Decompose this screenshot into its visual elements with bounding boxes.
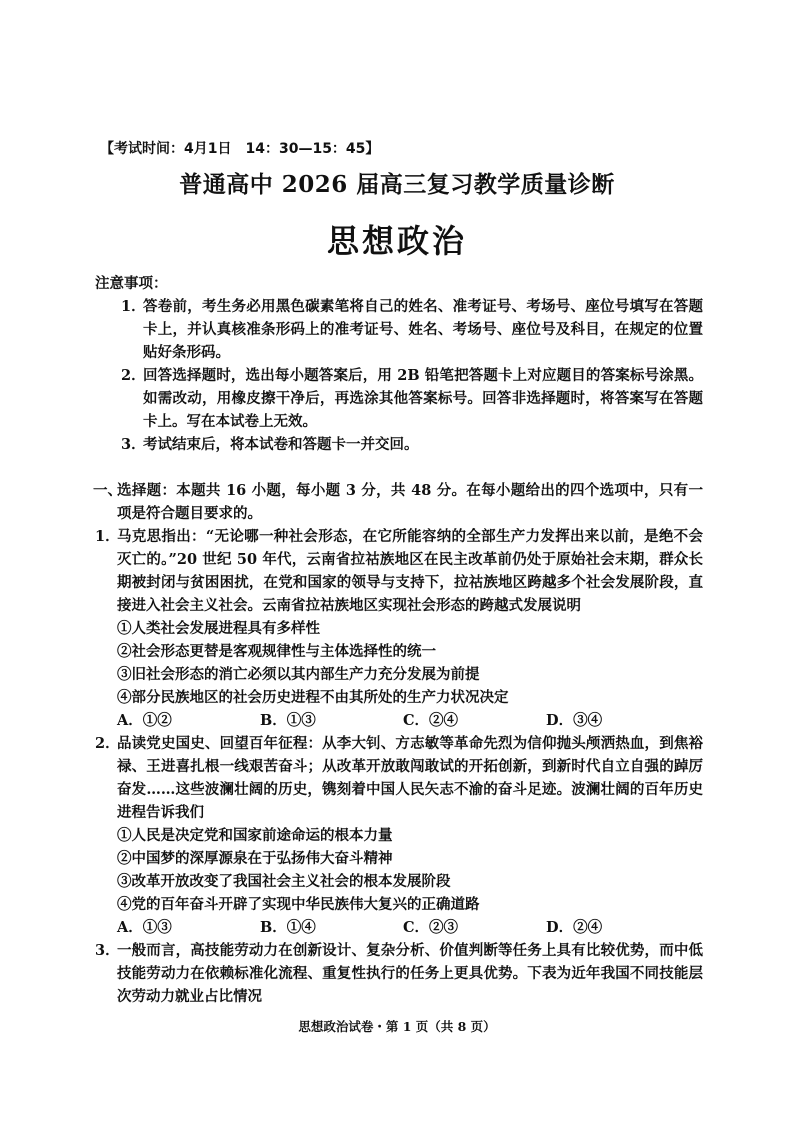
choice-d: D．②④: [546, 919, 603, 936]
statement-option: ④党的百年奋斗开辟了实现中华民族伟大复兴的正确道路: [117, 896, 480, 913]
notice-number: 1．: [121, 298, 146, 315]
question-2: [95, 732, 703, 939]
main-title: 普通高中 2026 届高三复习教学质量诊断: [179, 171, 615, 198]
notice-item: [95, 364, 703, 433]
statement-option: ②中国梦的深厚源泉在于弘扬伟大奋斗精神: [117, 850, 393, 867]
statement-option: ①人类社会发展进程具有多样性: [117, 620, 320, 637]
notice-number: 2．: [121, 367, 146, 384]
choice-b: B．①④: [260, 919, 316, 936]
statement-option: ③改革开放改变了我国社会主义社会的根本发展阶段: [117, 873, 451, 890]
notice-item: [95, 295, 703, 364]
notice-text: 考试结束后，将本试卷和答题卡一并交回。: [143, 436, 419, 453]
choice-c: C．②④: [403, 712, 459, 729]
choice-a: A．①②: [117, 712, 172, 729]
question-stem: 品读党史国史、回望百年征程：从李大钊、方志敏等革命先烈为信仰抛头颅洒热血，到焦裕禄、王进喜扎根一线艰苦奋斗；从改革开放敢闯敢试的开拓创新，到新时代自立自强的踔厉奋发……这些波澜壮阔的历史，镌刻着中国人民矢志不渝的奋斗足迹。波澜壮阔的百年历史进程告诉我们: [117, 735, 703, 821]
exam-time: 【考试时间：4月1日 14：30—15：45】: [100, 141, 380, 157]
notice-item: [95, 433, 703, 456]
statement-option: ①人民是决定党和国家前途命运的根本力量: [117, 827, 393, 844]
page-footer: 思想政治试卷・第 1 页（共 8 页）: [298, 1019, 496, 1034]
notice-number: 3．: [121, 436, 146, 453]
answer-choices: [117, 916, 703, 939]
section-text: 选择题：本题共 16 小题，每小题 3 分，共 48 分。在每小题给出的四个选项中，只有一项是符合题目要求的。: [117, 482, 703, 522]
choice-b: B．①③: [260, 712, 316, 729]
question-number: 1．: [95, 528, 120, 545]
notice-text: 答卷前，考生务必用黑色碳素笔将自己的姓名、准考证号、考场号、座位号填写在答题卡上，并认真核准条形码上的准考证号、姓名、考场号、座位号及科目，在规定的位置贴好条形码。: [143, 298, 703, 361]
exam-content: [95, 272, 703, 1008]
choice-a: A．①③: [117, 919, 172, 936]
section-heading: [95, 479, 703, 525]
notice-heading: 注意事项：: [95, 275, 168, 292]
notice-list: [95, 295, 703, 456]
choice-c: C．②③: [403, 919, 459, 936]
question-number: 2．: [95, 735, 120, 752]
statement-option: ②社会形态更替是客观规律性与主体选择性的统一: [117, 643, 436, 660]
question-stem: 一般而言，高技能劳动力在创新设计、复杂分析、价值判断等任务上具有比较优势，而中低技能劳动力在依赖标准化流程、重复性执行的任务上更具优势。下表为近年我国不同技能层次劳动力就业占比情况: [117, 942, 703, 1005]
question-number: 3．: [95, 942, 120, 959]
question-3: [95, 939, 703, 1008]
question-1: [95, 525, 703, 732]
question-stem: 马克思指出：“无论哪一种社会形态，在它所能容纳的全部生产力发挥出来以前，是绝不会灭亡的。”20 世纪 50 年代，云南省拉祜族地区在民主改革前仍处于原始社会末期，群众长期被封闭与贫困困扰，在党和国家的领导与支持下，拉祜族地区跨越多个社会发展阶段，直接进入社会主义社会。云南省拉祜族地区实现社会形态的跨越式发展说明: [117, 528, 703, 614]
subject-title: 思想政治: [326, 222, 467, 260]
choice-d: D．③④: [546, 712, 603, 729]
answer-choices: [117, 709, 703, 732]
notice-text: 回答选择题时，选出每小题答案后，用 2B 铅笔把答题卡上对应题目的答案标号涂黑。如需改动，用橡皮擦干净后，再选涂其他答案标号。回答非选择题时，将答案写在答题卡上。写在本试卷上无效。: [143, 367, 703, 430]
statement-option: ③旧社会形态的消亡必须以其内部生产力充分发展为前提: [117, 666, 480, 683]
section-number: 一、: [93, 482, 122, 499]
statement-option: ④部分民族地区的社会历史进程不由其所处的生产力状况决定: [117, 689, 509, 706]
